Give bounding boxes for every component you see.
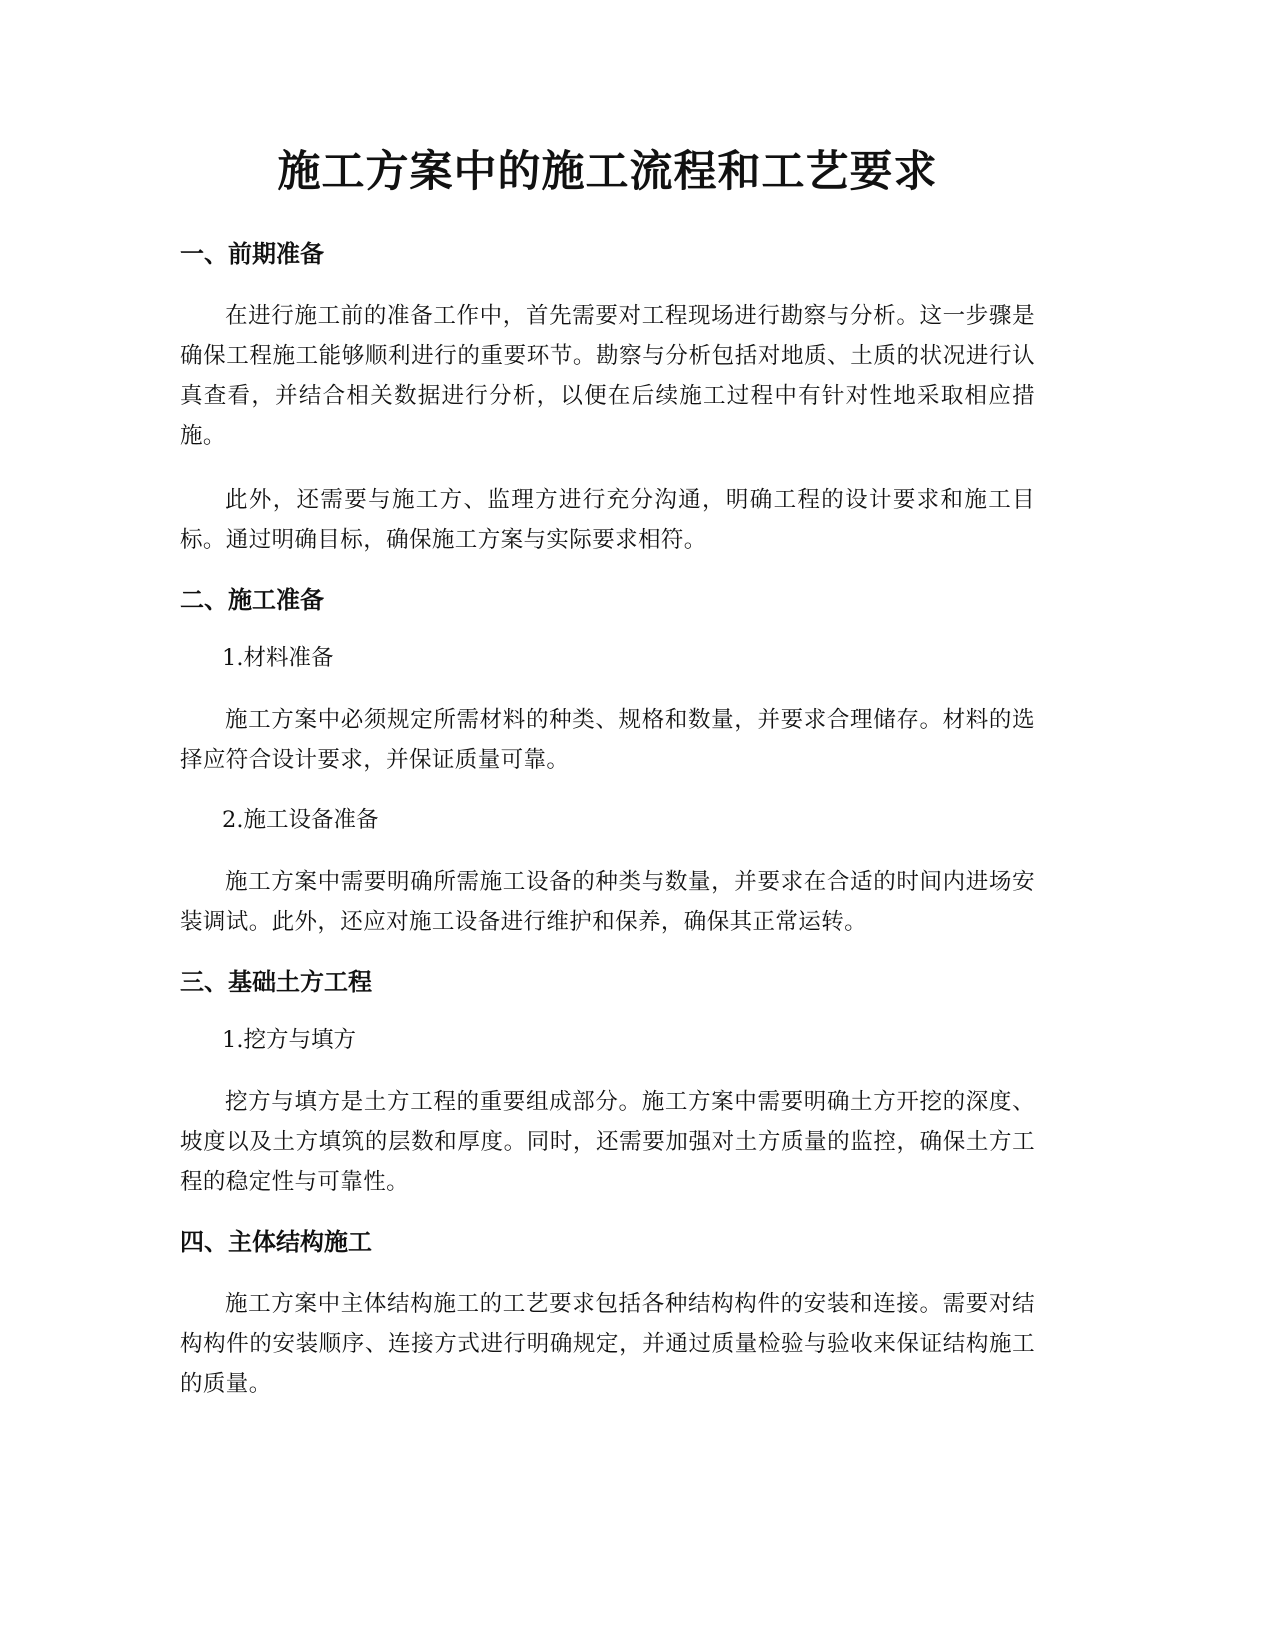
section-earthwork xyxy=(180,964,1035,1202)
section-heading: 三、基础土方工程 xyxy=(180,968,372,996)
section-heading: 四、主体结构施工 xyxy=(180,1228,372,1256)
subheading-excavation: 1.挖方与填方 xyxy=(222,1027,356,1053)
paragraph: 施工方案中需要明确所需施工设备的种类与数量，并要求在合适的时间内进场安装调试。此外，还应对施工设备进行维护和保养，确保其正常运转。 xyxy=(180,869,1035,935)
paragraph: 此外，还需要与施工方、监理方进行充分沟通，明确工程的设计要求和施工目标。通过明确目标，确保施工方案与实际要求相符。 xyxy=(180,487,1035,553)
subheading-equipment: 2.施工设备准备 xyxy=(222,807,379,833)
paragraph: 挖方与填方是土方工程的重要组成部分。施工方案中需要明确土方开挖的深度、坡度以及土方填筑的层数和厚度。同时，还需要加强对土方质量的监控，确保土方工程的稳定性与可靠性。 xyxy=(180,1089,1035,1195)
section-preparation xyxy=(180,236,1035,560)
section-heading: 一、前期准备 xyxy=(180,240,324,268)
paragraph: 施工方案中主体结构施工的工艺要求包括各种结构构件的安装和连接。需要对结构构件的安装顺序、连接方式进行明确规定，并通过质量检验与验收来保证结构施工的质量。 xyxy=(180,1291,1035,1397)
section-main-structure xyxy=(180,1224,1035,1404)
paragraph: 在进行施工前的准备工作中，首先需要对工程现场进行勘察与分析。这一步骤是确保工程施工能够顺利进行的重要环节。勘察与分析包括对地质、土质的状况进行认真查看，并结合相关数据进行分析，以便在后续施工过程中有针对性地采取相应措施。 xyxy=(180,303,1035,449)
subheading-materials: 1.材料准备 xyxy=(222,645,334,671)
section-construction-preparation xyxy=(180,582,1035,942)
document-page xyxy=(180,140,1035,1404)
section-heading: 二、施工准备 xyxy=(180,586,324,614)
paragraph: 施工方案中必须规定所需材料的种类、规格和数量，并要求合理储存。材料的选择应符合设计要求，并保证质量可靠。 xyxy=(180,707,1035,773)
document-title: 施工方案中的施工流程和工艺要求 xyxy=(277,147,938,197)
